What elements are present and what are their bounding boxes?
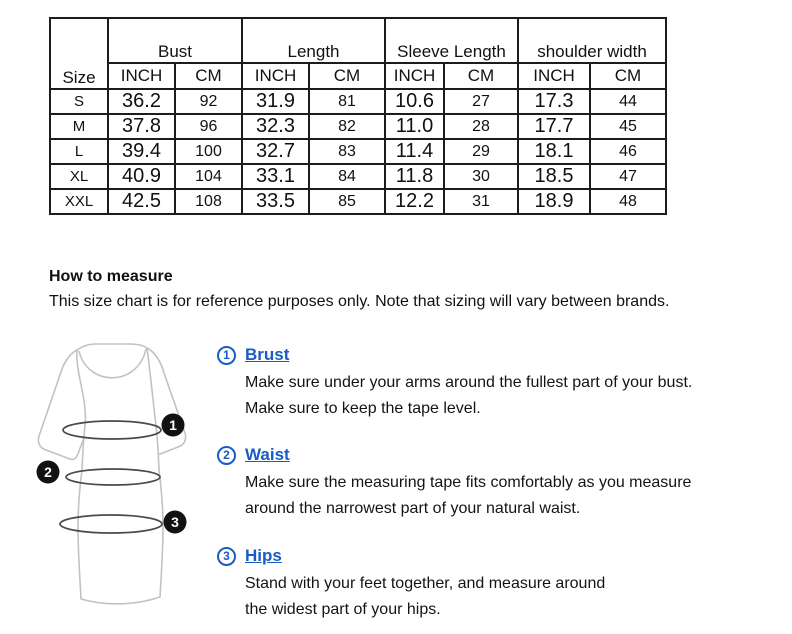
value-cell: 17.7 (518, 114, 590, 139)
value-cell: 30 (444, 164, 518, 189)
unit-header: INCH (108, 63, 175, 89)
value-cell: 108 (175, 189, 242, 214)
marker-3-number: 3 (171, 514, 179, 530)
value-cell: 92 (175, 89, 242, 114)
value-cell: 28 (444, 114, 518, 139)
unit-header: CM (590, 63, 666, 89)
value-cell: 33.1 (242, 164, 309, 189)
group-header-bust: Bust (108, 18, 242, 63)
value-cell: 32.3 (242, 114, 309, 139)
value-cell: 47 (590, 164, 666, 189)
marker-2-number: 2 (44, 464, 52, 480)
value-cell: 12.2 (385, 189, 444, 214)
value-cell: 31.9 (242, 89, 309, 114)
section-waist (217, 445, 691, 522)
dress-body (77, 344, 163, 604)
unit-header: INCH (385, 63, 444, 89)
value-cell: 32.7 (242, 139, 309, 164)
circled-number-1-icon: 1 (217, 346, 236, 365)
value-cell: 18.1 (518, 139, 590, 164)
waist-link[interactable]: Waist (245, 445, 290, 464)
marker-1-number: 1 (169, 417, 177, 433)
dress-drawing-svg (25, 338, 195, 616)
value-cell: 11.0 (385, 114, 444, 139)
bust-instruction-line: Make sure to keep the tape level. (245, 400, 481, 417)
size-cell: XXL (50, 189, 108, 214)
unit-header: INCH (242, 63, 309, 89)
how-to-measure-title: How to measure (49, 268, 173, 285)
value-cell: 84 (309, 164, 385, 189)
value-cell: 29 (444, 139, 518, 164)
value-cell: 27 (444, 89, 518, 114)
unit-header: INCH (518, 63, 590, 89)
bust-link[interactable]: Brust (245, 345, 290, 364)
value-cell: 10.6 (385, 89, 444, 114)
size-chart-table (49, 17, 667, 215)
how-to-measure-subtitle: This size chart is for reference purposes only. Note that sizing will vary between brands. (49, 293, 670, 310)
group-header-shoulder-width: shoulder width (518, 18, 666, 63)
table-row-s (50, 89, 666, 114)
size-cell: L (50, 139, 108, 164)
value-cell: 40.9 (108, 164, 175, 189)
circled-number-3-icon: 3 (217, 547, 236, 566)
value-cell: 96 (175, 114, 242, 139)
value-cell: 11.8 (385, 164, 444, 189)
group-header-sleeve-length: Sleeve Length (385, 18, 518, 63)
table-group-header-row (50, 18, 666, 63)
value-cell: 39.4 (108, 139, 175, 164)
value-cell: 18.9 (518, 189, 590, 214)
section-bust (217, 345, 692, 422)
value-cell: 100 (175, 139, 242, 164)
value-cell: 45 (590, 114, 666, 139)
value-cell: 85 (309, 189, 385, 214)
hips-instruction-line: Stand with your feet together, and measure around (245, 575, 606, 592)
value-cell: 46 (590, 139, 666, 164)
bust-instruction-line: Make sure under your arms around the fullest part of your bust. (245, 374, 693, 391)
size-column-header: Size (50, 18, 108, 89)
size-cell: S (50, 89, 108, 114)
dress-illustration (25, 338, 195, 616)
size-cell: XL (50, 164, 108, 189)
value-cell: 37.8 (108, 114, 175, 139)
hips-link[interactable]: Hips (245, 546, 282, 565)
value-cell: 81 (309, 89, 385, 114)
value-cell: 104 (175, 164, 242, 189)
hips-instruction-line: the widest part of your hips. (245, 601, 441, 618)
value-cell: 42.5 (108, 189, 175, 214)
value-cell: 31 (444, 189, 518, 214)
table-row-l (50, 139, 666, 164)
section-hips (217, 546, 605, 623)
circled-number-2-icon: 2 (217, 446, 236, 465)
unit-header: CM (444, 63, 518, 89)
value-cell: 48 (590, 189, 666, 214)
unit-header: CM (175, 63, 242, 89)
size-cell: M (50, 114, 108, 139)
value-cell: 83 (309, 139, 385, 164)
value-cell: 17.3 (518, 89, 590, 114)
value-cell: 18.5 (518, 164, 590, 189)
value-cell: 44 (590, 89, 666, 114)
unit-header: CM (309, 63, 385, 89)
waist-instruction-line: around the narrowest part of your natural waist. (245, 500, 581, 517)
waist-instruction-line: Make sure the measuring tape fits comfortably as you measure (245, 474, 692, 491)
value-cell: 33.5 (242, 189, 309, 214)
table-row-xxl (50, 189, 666, 214)
group-header-length: Length (242, 18, 385, 63)
table-row-m (50, 114, 666, 139)
table-unit-header-row (50, 63, 666, 89)
value-cell: 11.4 (385, 139, 444, 164)
value-cell: 82 (309, 114, 385, 139)
table-row-xl (50, 164, 666, 189)
value-cell: 36.2 (108, 89, 175, 114)
